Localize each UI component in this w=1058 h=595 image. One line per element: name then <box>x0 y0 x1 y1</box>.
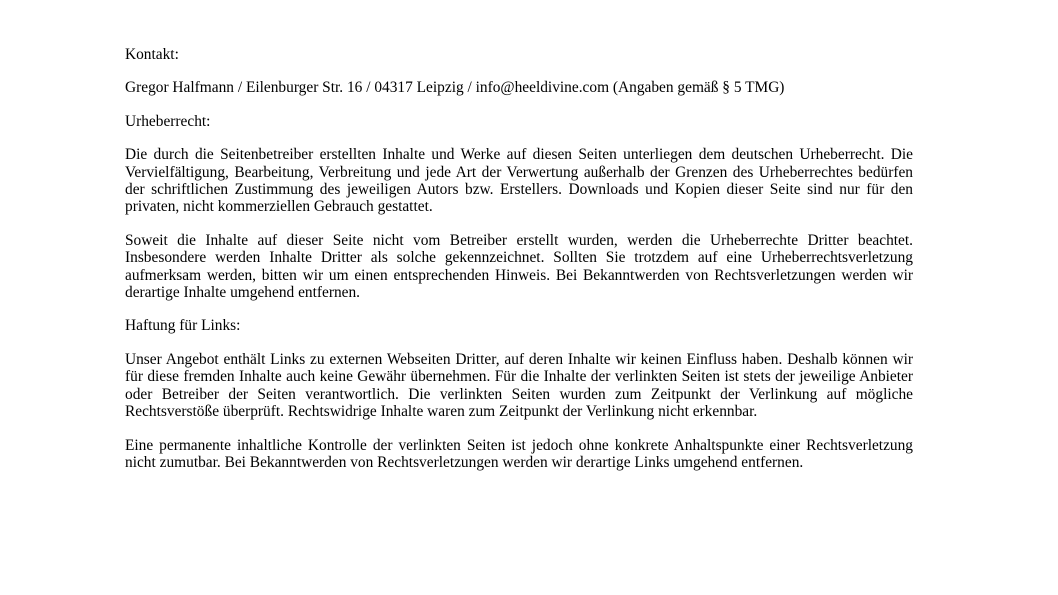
liability-paragraph-1: Unser Angebot enthält Links zu externen Webseiten Dritter, auf deren Inhalte wir keinen Einfluss haben. Deshalb können wir für diese fremden Inhalte auch keine Gewähr übernehmen. Für die Inhalte der verlinkten Seiten ist stets der jeweilige Anbieter oder Betreiber der Seiten verantwortlich. Die verlinkten Seiten wurden zum Zeitpunkt der Verlinkung auf mögliche Rechtsverstöße überprüft. Rechtswidrige Inhalte waren zum Zeitpunkt der Verlinkung nicht erkennbar. <box>125 350 913 421</box>
liability-paragraph-2: Eine permanente inhaltliche Kontrolle der verlinkten Seiten ist jedoch ohne konkrete Anhaltspunkte einer Rechtsverletzung nicht zumutbar. Bei Bekanntwerden von Rechtsverletzungen werden wir derartige Links umgehend entfernen. <box>125 436 913 471</box>
document-page <box>125 46 913 487</box>
contact-details: Gregor Halfmann / Eilenburger Str. 16 / 04317 Leipzig / info@heeldivine.com (Angaben gemäß § 5 TMG) <box>125 79 785 97</box>
copyright-paragraph-1: Die durch die Seitenbetreiber erstellten Inhalte und Werke auf diesen Seiten unterliegen dem deutschen Urheberrecht. Die Vervielfältigung, Bearbeitung, Verbreitung und jede Art der Verwertung außerhalb der Grenzen des Urheberrechtes bedürfen der schriftlichen Zustimmung des jeweiligen Autors bzw. Erstellers. Downloads und Kopien dieser Seite sind nur für den privaten, nicht kommerziellen Gebrauch gestattet. <box>125 146 913 216</box>
contact-heading: Kontakt: <box>125 46 179 63</box>
liability-heading: Haftung für Links: <box>125 317 241 335</box>
copyright-heading: Urheberrecht: <box>125 112 211 130</box>
copyright-paragraph-2: Soweit die Inhalte auf dieser Seite nicht vom Betreiber erstellt wurden, werden die Urheberrechte Dritter beachtet. Insbesondere werden Inhalte Dritter als solche gekennzeichnet. Sollten Sie trotzdem auf eine Urheberrechtsverletzung aufmerksam werden, bitten wir um einen entsprechenden Hinweis. Bei Bekanntwerden von Rechtsverletzungen werden wir derartige Inhalte umgehend entfernen. <box>125 231 913 302</box>
